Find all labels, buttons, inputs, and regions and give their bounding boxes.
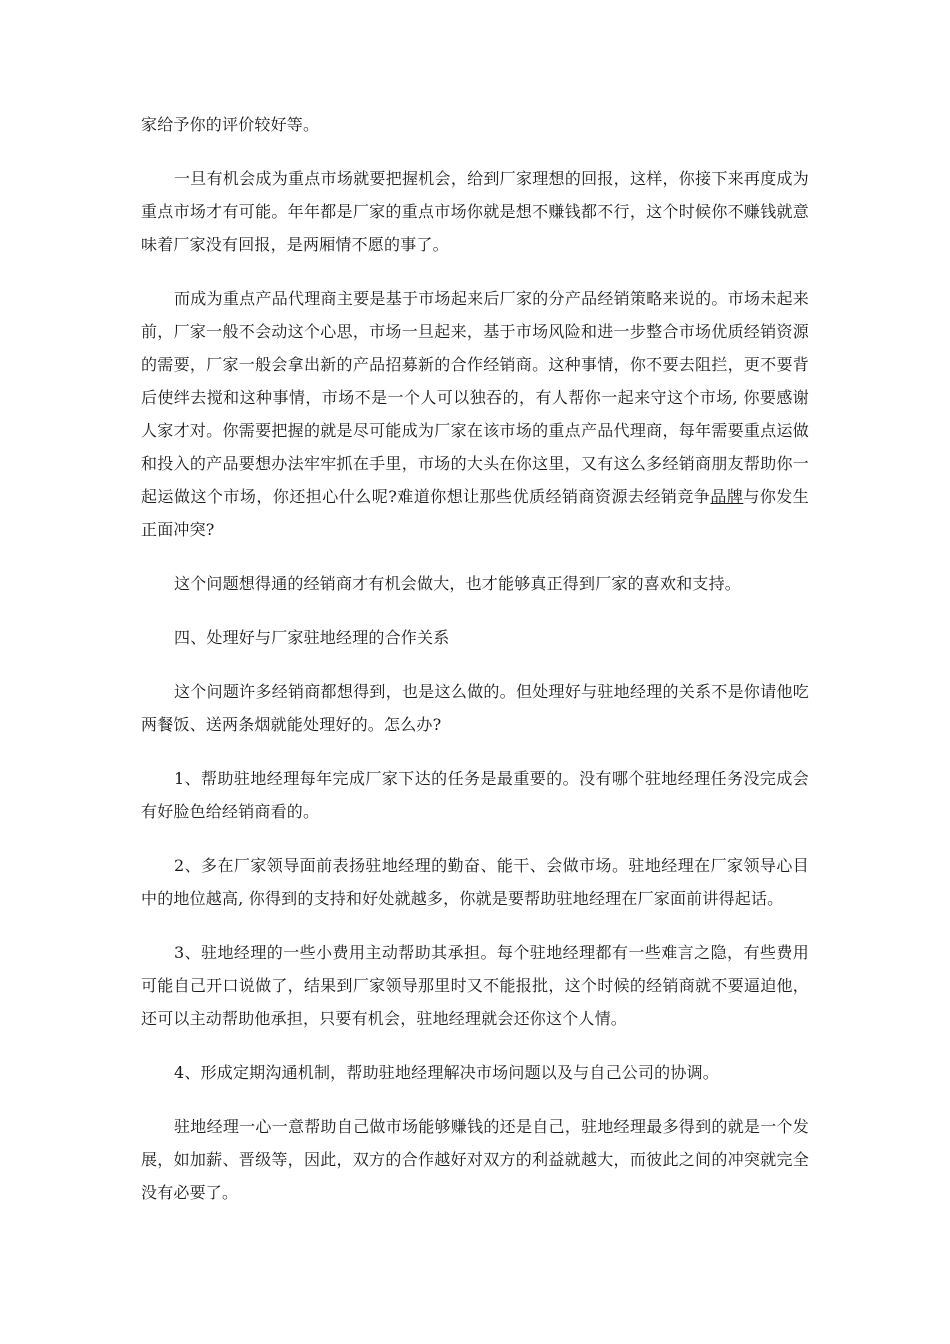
paragraph-key-market: 一旦有机会成为重点市场就要把握机会，给到厂家理想的回报，这样，你接下来再度成为重点市场才有可能。年年都是厂家的重点市场你就是想不赚钱都不行，这个时候你不赚钱就意味着厂家没有回报，是两厢情不愿的事了。: [141, 169, 809, 254]
list-item-1: 1、帮助驻地经理每年完成厂家下达的任务是最重要的。没有哪个驻地经理任务没完成会有好脸色给经销商看的。: [141, 769, 809, 821]
paragraph-key-product-agent: [141, 282, 809, 546]
paragraph-text-before-link: 而成为重点产品代理商主要是基于市场起来后厂家的分产品经销策略来说的。市场未起来前，厂家一般不会动这个心思，市场一旦起来，基于市场风险和进一步整合市场优质经销资源的需要，厂家一般会拿出新的产品招募新的合作经销商。这种事情，你不要去阻拦，更不要背后使绊去搅和这种事情，市场不是一个人可以独吞的，有人帮你一起来守这个市场, 你要感谢人家才对。你需要把握的就是尽可能成为厂家在该市场的重点产品代理商，每年需要重点运做和投入的产品要想办法牢牢抓在手里，市场的大头在你这里，又有这么多经销商朋友帮助你一起运做这个市场，你还担心什么呢?难道你想让那些优质经销商资源去经销竞争: [141, 289, 809, 506]
brand-link[interactable]: 品牌: [710, 487, 744, 506]
paragraph-final: 驻地经理一心一意帮助自己做市场能够赚钱的还是自己，驻地经理最多得到的就是一个发展，如加薪、晋级等，因此，双方的合作越好对双方的利益就越大，而彼此之间的冲突就完全没有必要了。: [141, 1117, 809, 1202]
paragraph-text-after-link: 与你发生正面冲突?: [141, 487, 809, 539]
list-item-3: 3、驻地经理的一些小费用主动帮助其承担。每个驻地经理都有一些难言之隐，有些费用可能自己开口说做了，结果到厂家领导那里时又不能报批，这个时候的经销商就不要逼迫他，还可以主动帮助他承担，只要有机会，驻地经理就会还你这个人情。: [141, 943, 809, 1028]
paragraph-continuation: 家给予你的评价较好等。: [141, 115, 320, 134]
paragraph-conclusion: 这个问题想得通的经销商才有机会做大，也才能够真正得到厂家的喜欢和支持。: [174, 574, 742, 593]
section-heading-four: 四、处理好与厂家驻地经理的合作关系: [174, 628, 450, 647]
list-item-2: 2、多在厂家领导面前表扬驻地经理的勤奋、能干、会做市场。驻地经理在厂家领导心目中的地位越高, 你得到的支持和好处就越多，你就是要帮助驻地经理在厂家面前讲得起话。: [141, 856, 809, 908]
list-item-4: 4、形成定期沟通机制，帮助驻地经理解决市场问题以及与自己公司的协调。: [174, 1063, 719, 1082]
document-body: [141, 108, 809, 1230]
paragraph-intro-manager: 这个问题许多经销商都想得到，也是这么做的。但处理好与驻地经理的关系不是你请他吃两餐饭、送两条烟就能处理好的。怎么办?: [141, 682, 809, 734]
